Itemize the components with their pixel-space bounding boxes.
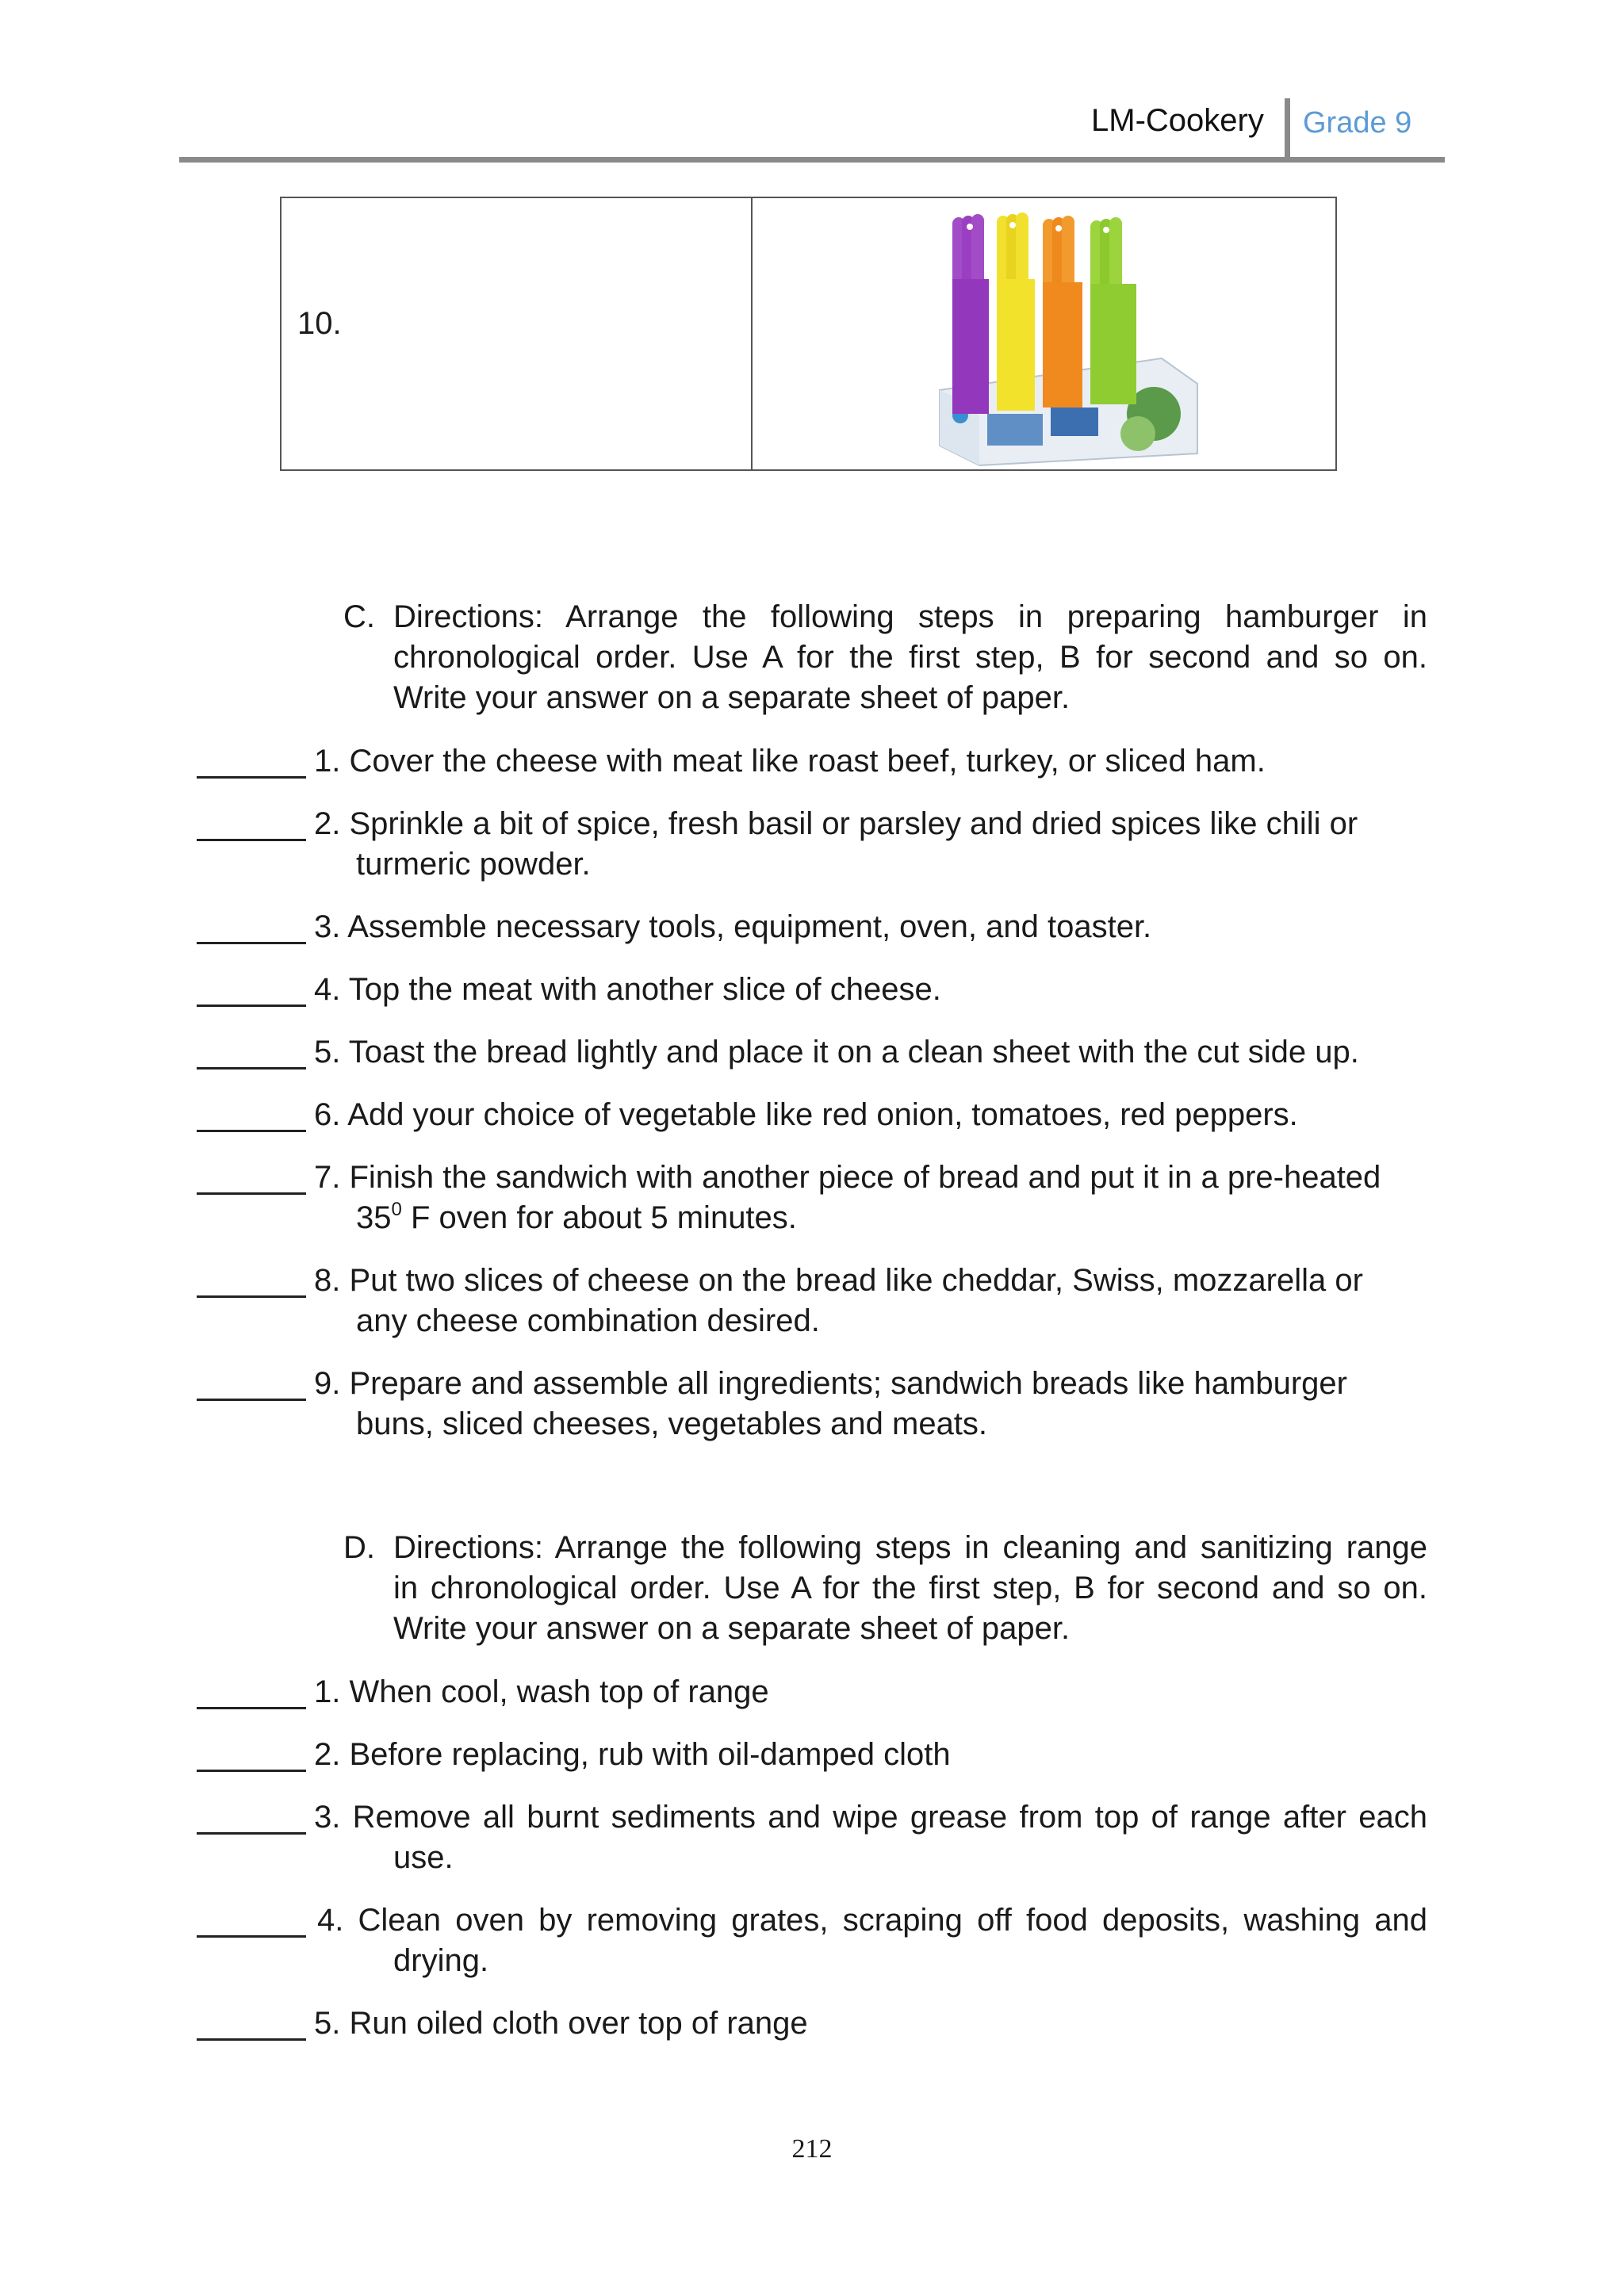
- step-text: 9. Prepare and assemble all ingredients; sandwich breads like hamburger: [314, 1366, 1347, 1401]
- section-d-directions-line: in chronological order. Use A for the first step, B for second and so on.: [393, 1571, 1427, 1605]
- temperature-value: 35: [356, 1200, 392, 1235]
- step-text: 1. When cool, wash top of range: [314, 1674, 769, 1709]
- answer-blank[interactable]: [197, 1192, 306, 1195]
- step-text: 1. Cover the cheese with meat like roast beef, turkey, or sliced ham.: [314, 744, 1266, 779]
- answer-blank[interactable]: [197, 776, 306, 779]
- header-grade-label: Grade 9: [1303, 106, 1412, 140]
- answer-blank[interactable]: [197, 1295, 306, 1298]
- step-text: 4. Top the meat with another slice of cheese.: [314, 972, 941, 1007]
- header-rule: [179, 157, 1445, 163]
- step-text-continuation: turmeric powder.: [356, 847, 591, 882]
- section-c-directions-line: Write your answer on a separate sheet of paper.: [393, 680, 1071, 715]
- step-text: 3. Assemble necessary tools, equipment, oven, and toaster.: [314, 909, 1152, 944]
- step-text-continuation: buns, sliced cheeses, vegetables and meats.: [356, 1406, 988, 1441]
- answer-blank[interactable]: [197, 1707, 306, 1709]
- section-c-directions-line: Directions: Arrange the following steps in preparing hamburger in: [393, 599, 1427, 634]
- step-text-continuation: use.: [393, 1840, 454, 1875]
- header-divider: [1285, 98, 1290, 159]
- item-number-cell: [282, 198, 753, 469]
- answer-blank[interactable]: [197, 1399, 306, 1401]
- step-text: 5. Toast the bread lightly and place it on a clean sheet with the cut side up.: [314, 1035, 1359, 1070]
- answer-blank[interactable]: [197, 2038, 306, 2041]
- step-text-continuation: [356, 1200, 797, 1236]
- page-number: 212: [791, 2134, 833, 2164]
- answer-blank[interactable]: [197, 1067, 306, 1070]
- section-d-directions-line: Directions: Arrange the following steps in cleaning and sanitizing range: [393, 1530, 1427, 1565]
- step-text: 8. Put two slices of cheese on the bread like cheddar, Swiss, mozzarella or: [314, 1263, 1363, 1298]
- step-text: 2. Before replacing, rub with oil-damped cloth: [314, 1737, 951, 1772]
- answer-blank[interactable]: [197, 1130, 306, 1132]
- answer-blank[interactable]: [197, 1935, 306, 1938]
- header-module-title: LM-Cookery: [1091, 103, 1264, 138]
- answer-blank[interactable]: [197, 1832, 306, 1835]
- answer-blank[interactable]: [197, 839, 306, 841]
- colorful-knives-display-image: [924, 200, 1217, 471]
- item-number: 10.: [297, 306, 342, 341]
- section-c-directions-line: chronological order. Use A for the first step, B for second and so on.: [393, 640, 1427, 675]
- step-text: 4. Clean oven by removing grates, scraping off food deposits, washing and: [317, 1903, 1427, 1938]
- step-text-continuation: any cheese combination desired.: [356, 1303, 820, 1338]
- section-d-letter: D.: [343, 1530, 375, 1565]
- step-text: 6. Add your choice of vegetable like red onion, tomatoes, red peppers.: [314, 1097, 1298, 1132]
- item-table: [280, 197, 1337, 471]
- step-text: 3. Remove all burnt sediments and wipe grease from top of range after each: [314, 1800, 1427, 1835]
- answer-blank[interactable]: [197, 1770, 306, 1772]
- answer-blank[interactable]: [197, 942, 306, 944]
- step-text: 2. Sprinkle a bit of spice, fresh basil or parsley and dried spices like chili or: [314, 806, 1358, 841]
- step-text-continuation: drying.: [393, 1943, 489, 1978]
- step-text: 7. Finish the sandwich with another piece of bread and put it in a pre-heated: [314, 1160, 1381, 1195]
- temperature-rest: F oven for about 5 minutes.: [401, 1200, 797, 1235]
- section-c-letter: C.: [343, 599, 375, 634]
- temperature-superscript: 0: [391, 1199, 402, 1220]
- answer-blank[interactable]: [197, 1004, 306, 1007]
- step-text: 5. Run oiled cloth over top of range: [314, 2006, 808, 2041]
- section-d-directions-line: Write your answer on a separate sheet of paper.: [393, 1611, 1071, 1646]
